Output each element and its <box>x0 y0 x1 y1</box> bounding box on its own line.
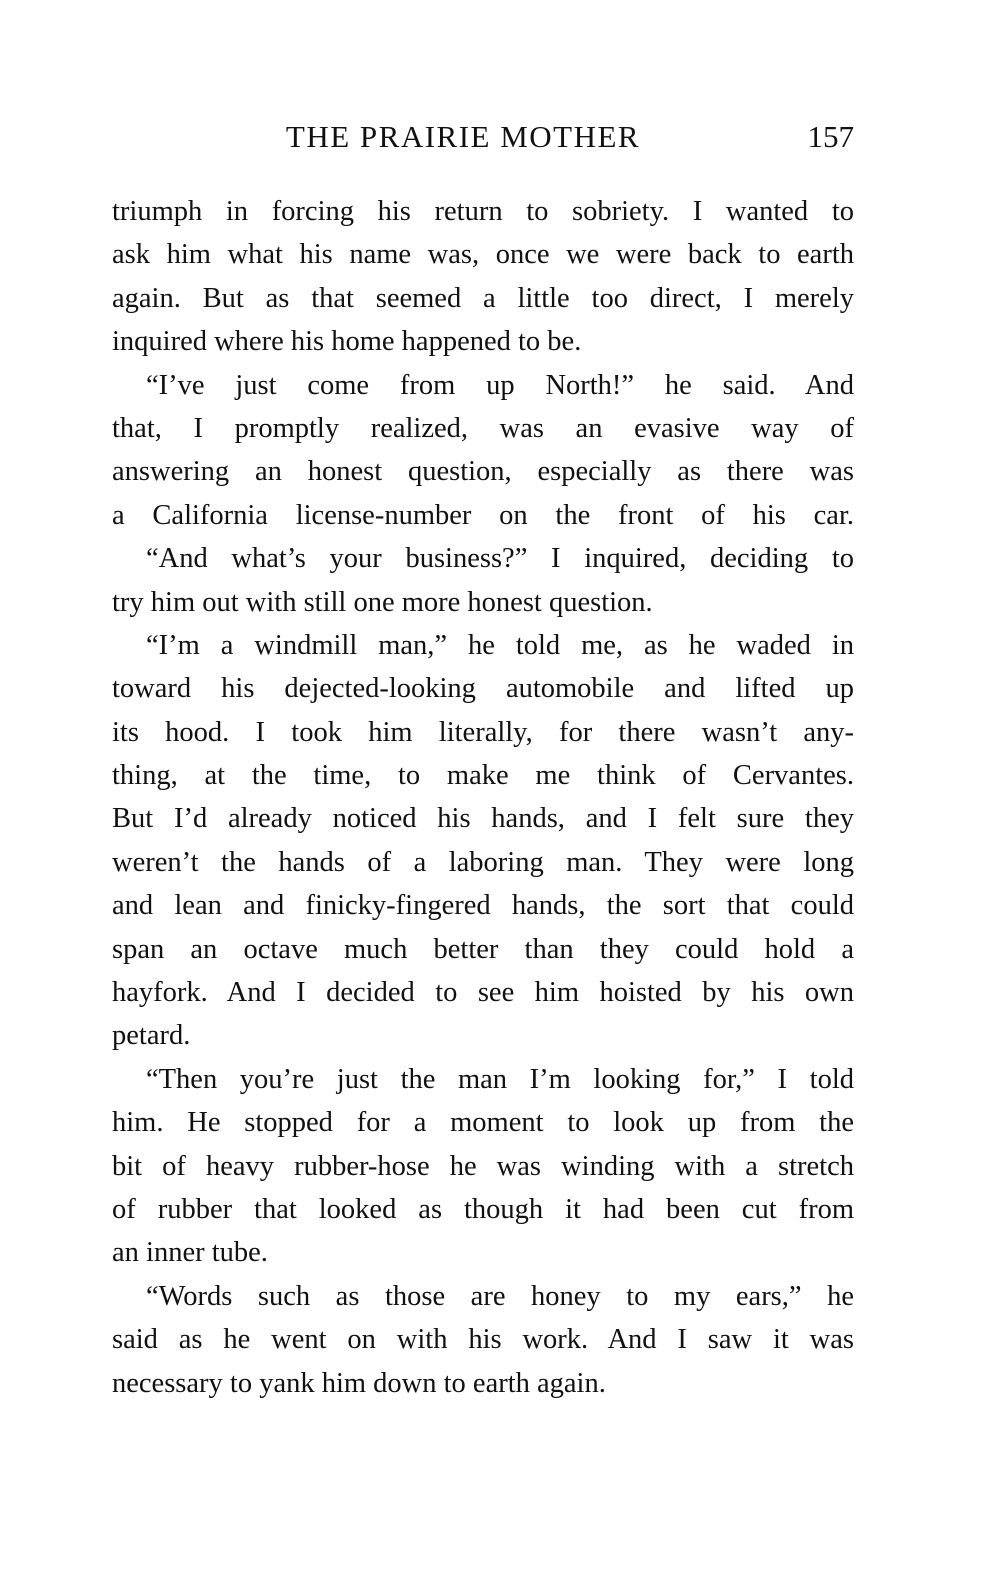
text-line: that, I promptly realized, was an evasive way of <box>112 412 854 444</box>
text-line: thing, at the time, to make me think of Cervantes. <box>112 760 854 792</box>
text-line: toward his dejected-looking automobile and lifted up <box>112 673 854 705</box>
text-line: “I’ve just come from up North!” he said. And <box>146 369 854 401</box>
text-line: bit of heavy rubber-hose he was winding with a stretch <box>112 1150 854 1182</box>
text-line: inquired where his home happened to be. <box>112 326 582 358</box>
body-text <box>112 190 854 1405</box>
text-line: ask him what his name was, once we were back to earth <box>112 239 854 271</box>
text-line: answering an honest question, especially as there was <box>112 456 854 488</box>
page-header <box>112 112 854 162</box>
text-line: “Words such as those are honey to my ears,” he <box>146 1280 854 1312</box>
text-line: a California license-number on the front of his car. <box>112 499 854 531</box>
text-line: “And what’s your business?” I inquired, deciding to <box>146 543 854 575</box>
text-line: of rubber that looked as though it had been cut from <box>112 1193 854 1225</box>
text-line: span an octave much better than they could hold a <box>112 933 854 965</box>
text-line: again. But as that seemed a little too direct, I merely <box>112 282 854 314</box>
page-number: 157 <box>807 119 854 154</box>
text-line: “I’m a windmill man,” he told me, as he waded in <box>146 629 854 661</box>
text-line: him. He stopped for a moment to look up from the <box>112 1107 854 1139</box>
text-line: petard. <box>112 1020 191 1052</box>
text-line: “Then you’re just the man I’m looking for,” I told <box>146 1063 854 1095</box>
text-line: try him out with still one more honest question. <box>112 586 653 618</box>
text-line: said as he went on with his work. And I saw it was <box>112 1324 854 1356</box>
text-line: an inner tube. <box>112 1237 268 1269</box>
text-line: and lean and finicky-fingered hands, the sort that could <box>112 890 854 922</box>
text-line: weren’t the hands of a laboring man. They were long <box>112 846 854 878</box>
text-line: hayfork. And I decided to see him hoisted by his own <box>112 977 854 1009</box>
text-line: its hood. I took him literally, for there wasn’t any- <box>112 716 854 748</box>
text-line: necessary to yank him down to earth again. <box>112 1367 606 1399</box>
text-line: But I’d already noticed his hands, and I felt sure they <box>112 803 854 835</box>
running-head: THE PRAIRIE MOTHER <box>285 119 641 154</box>
text-line: triumph in forcing his return to sobriety. I wanted to <box>112 196 854 227</box>
